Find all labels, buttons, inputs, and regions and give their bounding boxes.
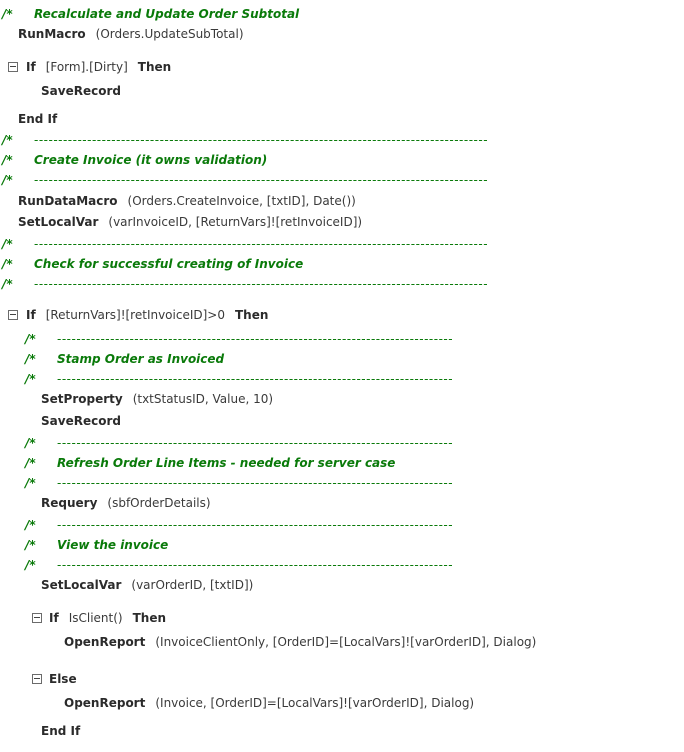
action-saverecord[interactable]: SaveRecord bbox=[41, 84, 121, 98]
comment-dashes: ---------------------------------------------------------------------------------- bbox=[57, 518, 454, 532]
comment-dashes: ---------------------------------------------------------------------------------- bbox=[57, 436, 454, 450]
action-runmacro[interactable] bbox=[18, 26, 244, 42]
collapse-toggle-icon[interactable] bbox=[8, 310, 18, 320]
comment-dashes: ---------------------------------------------------------------------------------- bbox=[57, 332, 454, 346]
comment-marker: /* bbox=[25, 538, 36, 552]
action-name: Requery bbox=[41, 496, 98, 510]
comment-divider[interactable] bbox=[25, 557, 453, 573]
comment-divider[interactable] bbox=[25, 435, 453, 451]
action-args: (txtStatusID, Value, 10) bbox=[132, 392, 274, 406]
comment-divider[interactable] bbox=[25, 475, 453, 491]
comment-divider[interactable] bbox=[25, 371, 453, 387]
comment-divider[interactable] bbox=[2, 236, 488, 252]
end-if[interactable]: End If bbox=[18, 112, 58, 126]
action-args: (sbfOrderDetails) bbox=[107, 496, 211, 510]
comment-marker: /* bbox=[2, 7, 13, 21]
action-requery[interactable] bbox=[41, 495, 211, 511]
action-setproperty[interactable] bbox=[41, 391, 273, 407]
action-openreport[interactable] bbox=[64, 634, 536, 650]
comment-text: View the invoice bbox=[57, 538, 169, 552]
if-keyword: If bbox=[26, 60, 36, 74]
comment-marker: /* bbox=[25, 352, 36, 366]
comment-marker: /* bbox=[25, 518, 36, 532]
if-form-dirty[interactable] bbox=[26, 59, 171, 75]
collapse-toggle-icon[interactable] bbox=[32, 674, 42, 684]
comment-marker: /* bbox=[2, 173, 13, 187]
comment-refresh-order[interactable] bbox=[25, 455, 395, 471]
action-args: (Orders.UpdateSubTotal) bbox=[95, 27, 244, 41]
action-args: (varInvoiceID, [ReturnVars]![retInvoiceID]) bbox=[108, 215, 363, 229]
comment-dashes: ---------------------------------------------------------------------------------------------- bbox=[34, 277, 489, 291]
comment-text: Stamp Order as Invoiced bbox=[57, 352, 225, 366]
comment-check-invoice[interactable] bbox=[2, 256, 303, 272]
comment-marker: /* bbox=[2, 153, 13, 167]
comment-dashes: ---------------------------------------------------------------------------------- bbox=[57, 372, 454, 386]
action-setlocalvar[interactable] bbox=[18, 214, 362, 230]
if-keyword: If bbox=[26, 308, 36, 322]
if-keyword: If bbox=[49, 611, 59, 625]
action-name: RunMacro bbox=[18, 27, 86, 41]
action-args: (varOrderID, [txtID]) bbox=[131, 578, 254, 592]
comment-divider[interactable] bbox=[2, 132, 488, 148]
comment-dashes: ---------------------------------------------------------------------------------- bbox=[57, 476, 454, 490]
comment-dashes: ---------------------------------------------------------------------------------- bbox=[57, 558, 454, 572]
comment-marker: /* bbox=[25, 558, 36, 572]
if-condition: [ReturnVars]![retInvoiceID]>0 bbox=[45, 308, 225, 322]
action-args: (Orders.CreateInvoice, [txtID], Date()) bbox=[127, 194, 356, 208]
comment-divider[interactable] bbox=[2, 276, 488, 292]
comment-recalculate[interactable] bbox=[2, 6, 299, 22]
comment-marker: /* bbox=[25, 332, 36, 346]
comment-create-invoice[interactable] bbox=[2, 152, 267, 168]
action-rundatamacro[interactable] bbox=[18, 193, 356, 209]
comment-divider[interactable] bbox=[2, 172, 488, 188]
action-name: OpenReport bbox=[64, 635, 146, 649]
if-condition: [Form].[Dirty] bbox=[45, 60, 128, 74]
comment-dashes: ---------------------------------------------------------------------------------------------- bbox=[34, 133, 489, 147]
action-args: (InvoiceClientOnly, [OrderID]=[LocalVars]![varOrderID], Dialog) bbox=[155, 635, 537, 649]
action-name: OpenReport bbox=[64, 696, 146, 710]
comment-text: Refresh Order Line Items - needed for server case bbox=[57, 456, 396, 470]
comment-dashes: ---------------------------------------------------------------------------------------------- bbox=[34, 173, 489, 187]
action-name: SetProperty bbox=[41, 392, 123, 406]
action-setlocalvar[interactable] bbox=[41, 577, 253, 593]
action-openreport[interactable] bbox=[64, 695, 474, 711]
comment-text: Check for successful creating of Invoice bbox=[34, 257, 304, 271]
comment-view-invoice[interactable] bbox=[25, 537, 168, 553]
then-keyword: Then bbox=[235, 308, 269, 322]
comment-divider[interactable] bbox=[25, 517, 453, 533]
action-name: SetLocalVar bbox=[18, 215, 99, 229]
if-condition: IsClient() bbox=[68, 611, 123, 625]
comment-marker: /* bbox=[2, 237, 13, 251]
collapse-toggle-icon[interactable] bbox=[32, 613, 42, 623]
comment-marker: /* bbox=[2, 257, 13, 271]
then-keyword: Then bbox=[137, 60, 172, 74]
action-name: RunDataMacro bbox=[18, 194, 118, 208]
comment-marker: /* bbox=[2, 277, 13, 291]
comment-divider[interactable] bbox=[25, 331, 453, 347]
end-if[interactable]: End If bbox=[41, 724, 81, 738]
if-invoice-created[interactable] bbox=[26, 307, 268, 323]
else-block[interactable]: Else bbox=[49, 672, 77, 686]
comment-text: Recalculate and Update Order Subtotal bbox=[34, 7, 300, 21]
comment-marker: /* bbox=[25, 436, 36, 450]
comment-marker: /* bbox=[2, 133, 13, 147]
collapse-toggle-icon[interactable] bbox=[8, 62, 18, 72]
comment-marker: /* bbox=[25, 476, 36, 490]
action-args: (Invoice, [OrderID]=[LocalVars]![varOrderID], Dialog) bbox=[155, 696, 475, 710]
comment-dashes: ---------------------------------------------------------------------------------------------- bbox=[34, 237, 489, 251]
if-isclient[interactable] bbox=[49, 610, 166, 626]
then-keyword: Then bbox=[132, 611, 167, 625]
comment-text: Create Invoice (it owns validation) bbox=[34, 153, 268, 167]
action-saverecord[interactable]: SaveRecord bbox=[41, 414, 121, 428]
comment-marker: /* bbox=[25, 372, 36, 386]
action-name: SetLocalVar bbox=[41, 578, 122, 592]
comment-marker: /* bbox=[25, 456, 36, 470]
comment-stamp-order[interactable] bbox=[25, 351, 224, 367]
